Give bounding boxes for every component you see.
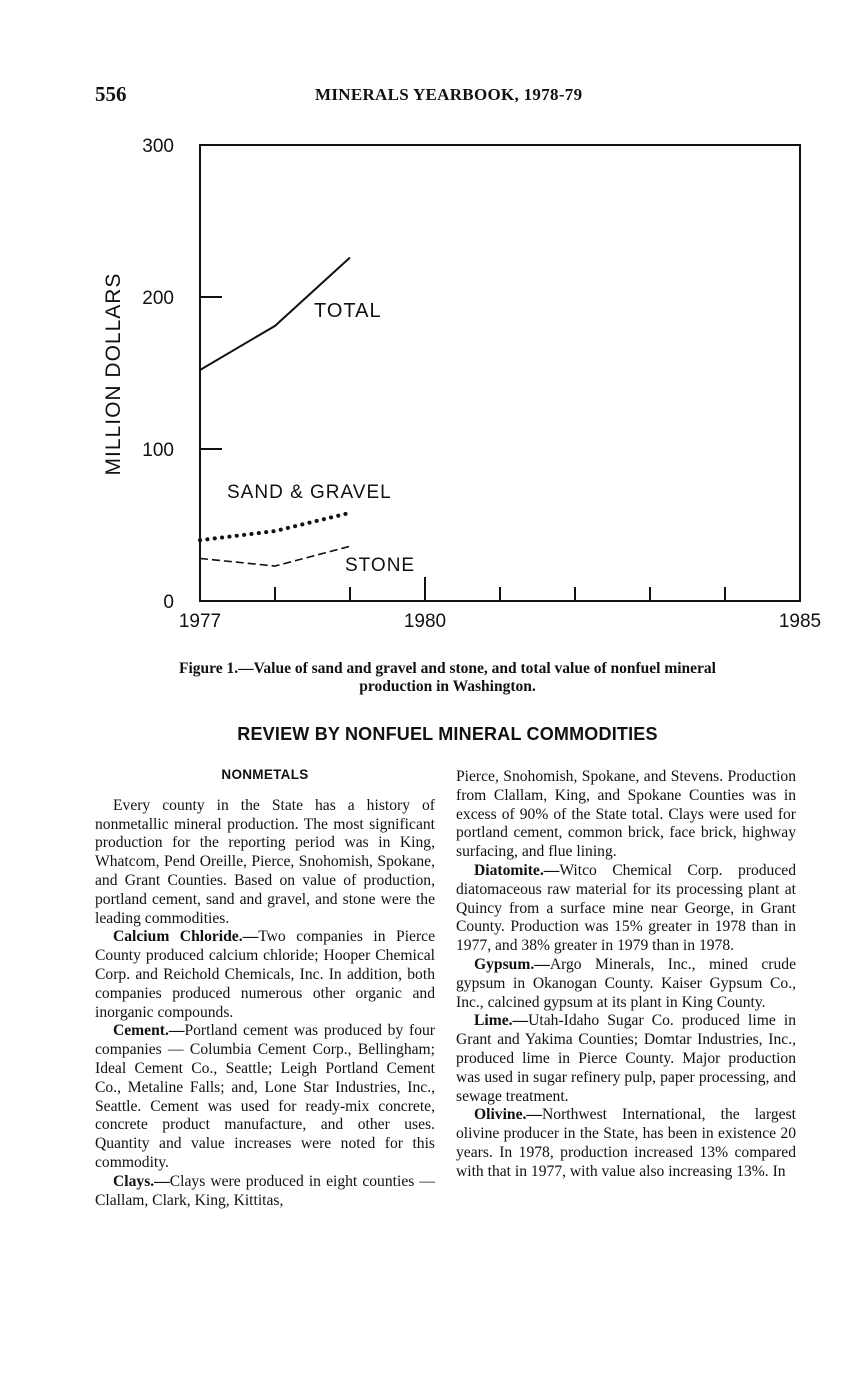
cement-paragraph — [95, 1022, 435, 1172]
calcium-chloride-text: Two companies in Pierce County produced calcium chloride; Hooper Chemical Corp. and Reichold Chemicals, Inc. In addition, both companies produced numerous other organic and inorganic compounds. — [95, 928, 436, 1021]
running-title: MINERALS YEARBOOK, 1978-79 — [315, 85, 583, 104]
diatomite-paragraph — [456, 862, 796, 956]
gypsum-text: Argo Minerals, Inc., mined crude gypsum in Okanogan County. Kaiser Gypsum Co., Inc., calcined gypsum at its plant in King County. — [456, 955, 796, 1011]
figure-chart — [0, 120, 862, 640]
clays-continued-paragraph: Pierce, Snohomish, Spokane, and Stevens. Production from Clallam, King, and Spokane Counties was in excess of 90% of the State total. Clays were used for portland cement, common brick, face brick, highway surfacing, and flue lining. — [456, 768, 796, 861]
calcium-chloride-term: Calcium Chloride.— — [113, 928, 259, 946]
olivine-paragraph — [456, 1106, 796, 1181]
page-number: 556 — [95, 82, 127, 106]
axis-ticks — [142, 136, 821, 632]
lime-paragraph — [456, 1012, 796, 1106]
clays-paragraph — [95, 1173, 435, 1211]
caption-line-1: Figure 1.—Value of sand and gravel and stone, and total value of nonfuel mineral — [179, 660, 716, 677]
right-column — [456, 768, 796, 1182]
page-header — [95, 82, 800, 110]
caption-line-2: production in Washington. — [359, 678, 536, 695]
x-tick-label: 1977 — [178, 611, 222, 632]
cement-text: Portland cement was produced by four companies — Columbia Cement Corp., Bellingham; Ideal Cement Co., Seattle; Leigh Portland Cement Co., Metaline Falls; and, Lone Star Industries, Inc., Seattle. Cement was used for ready-mix concrete, concrete product manufacture, and other uses. Quantity and value increases were noted for this commodity. — [95, 1022, 435, 1171]
series-line-stone — [200, 546, 350, 566]
calcium-chloride-paragraph — [95, 928, 435, 1022]
gypsum-term: Gypsum.— — [474, 955, 550, 973]
gypsum-paragraph — [456, 956, 796, 1012]
diatomite-term: Diatomite.— — [474, 861, 560, 879]
total-label: TOTAL — [314, 300, 382, 322]
section-title: REVIEW BY NONFUEL MINERAL COMMODITIES — [237, 724, 658, 744]
y-tick-label: 0 — [163, 592, 174, 613]
olivine-term: Olivine.— — [474, 1106, 543, 1124]
x-tick-label: 1985 — [778, 611, 822, 632]
lime-text: Utah-Idaho Sugar Co. produced lime in Grant and Yakima Counties; Domtar Industries, Inc., produced lime in Pierce County. Major production was used in sugar refinery pulp, paper processing, and sewage treatment. — [456, 1012, 796, 1105]
intro-paragraph: Every county in the State has a history of nonmetallic mineral production. The most significant production for the reporting period was in King, Whatcom, Pend Oreille, Pierce, Snohomish, Spokane, and Grant Counties. Based on value of production, portland cement, sand and gravel, and stone were the leading commodities. — [95, 796, 435, 927]
stone-label: STONE — [345, 555, 416, 576]
left-column — [95, 766, 435, 1210]
sand-gravel-label: SAND & GRAVEL — [227, 482, 392, 503]
y-tick-label: 300 — [142, 136, 174, 157]
clays-term: Clays.— — [113, 1172, 170, 1190]
cement-term: Cement.— — [113, 1022, 185, 1040]
x-tick-label: 1980 — [403, 611, 447, 632]
figure-caption — [95, 660, 800, 696]
olivine-text: Northwest International, the largest olivine producer in the State, has been in existence 20 years. In 1978, production increased 13% compared with that in 1977, with value also increasing 13%. In — [456, 1106, 796, 1180]
subsection-title: NONMETALS — [221, 767, 309, 782]
plot-frame — [200, 145, 800, 601]
y-tick-label: 100 — [142, 440, 174, 461]
y-tick-label: 200 — [142, 288, 174, 309]
y-axis-label: MILLION DOLLARS — [102, 272, 125, 476]
clays-text: Clays were produced in eight counties — Clallam, Clark, King, Kittitas, — [95, 1172, 435, 1209]
lime-term: Lime.— — [474, 1012, 529, 1030]
diatomite-text: Witco Chemical Corp. produced diatomaceous raw material for its processing plant at Quincy from a surface mine near George, in Grant County. Production was 15% greater in 1978 than in 1977, and 38% greater in 1979 than in 1978. — [456, 861, 796, 955]
series-line-sand-gravel — [200, 513, 350, 540]
